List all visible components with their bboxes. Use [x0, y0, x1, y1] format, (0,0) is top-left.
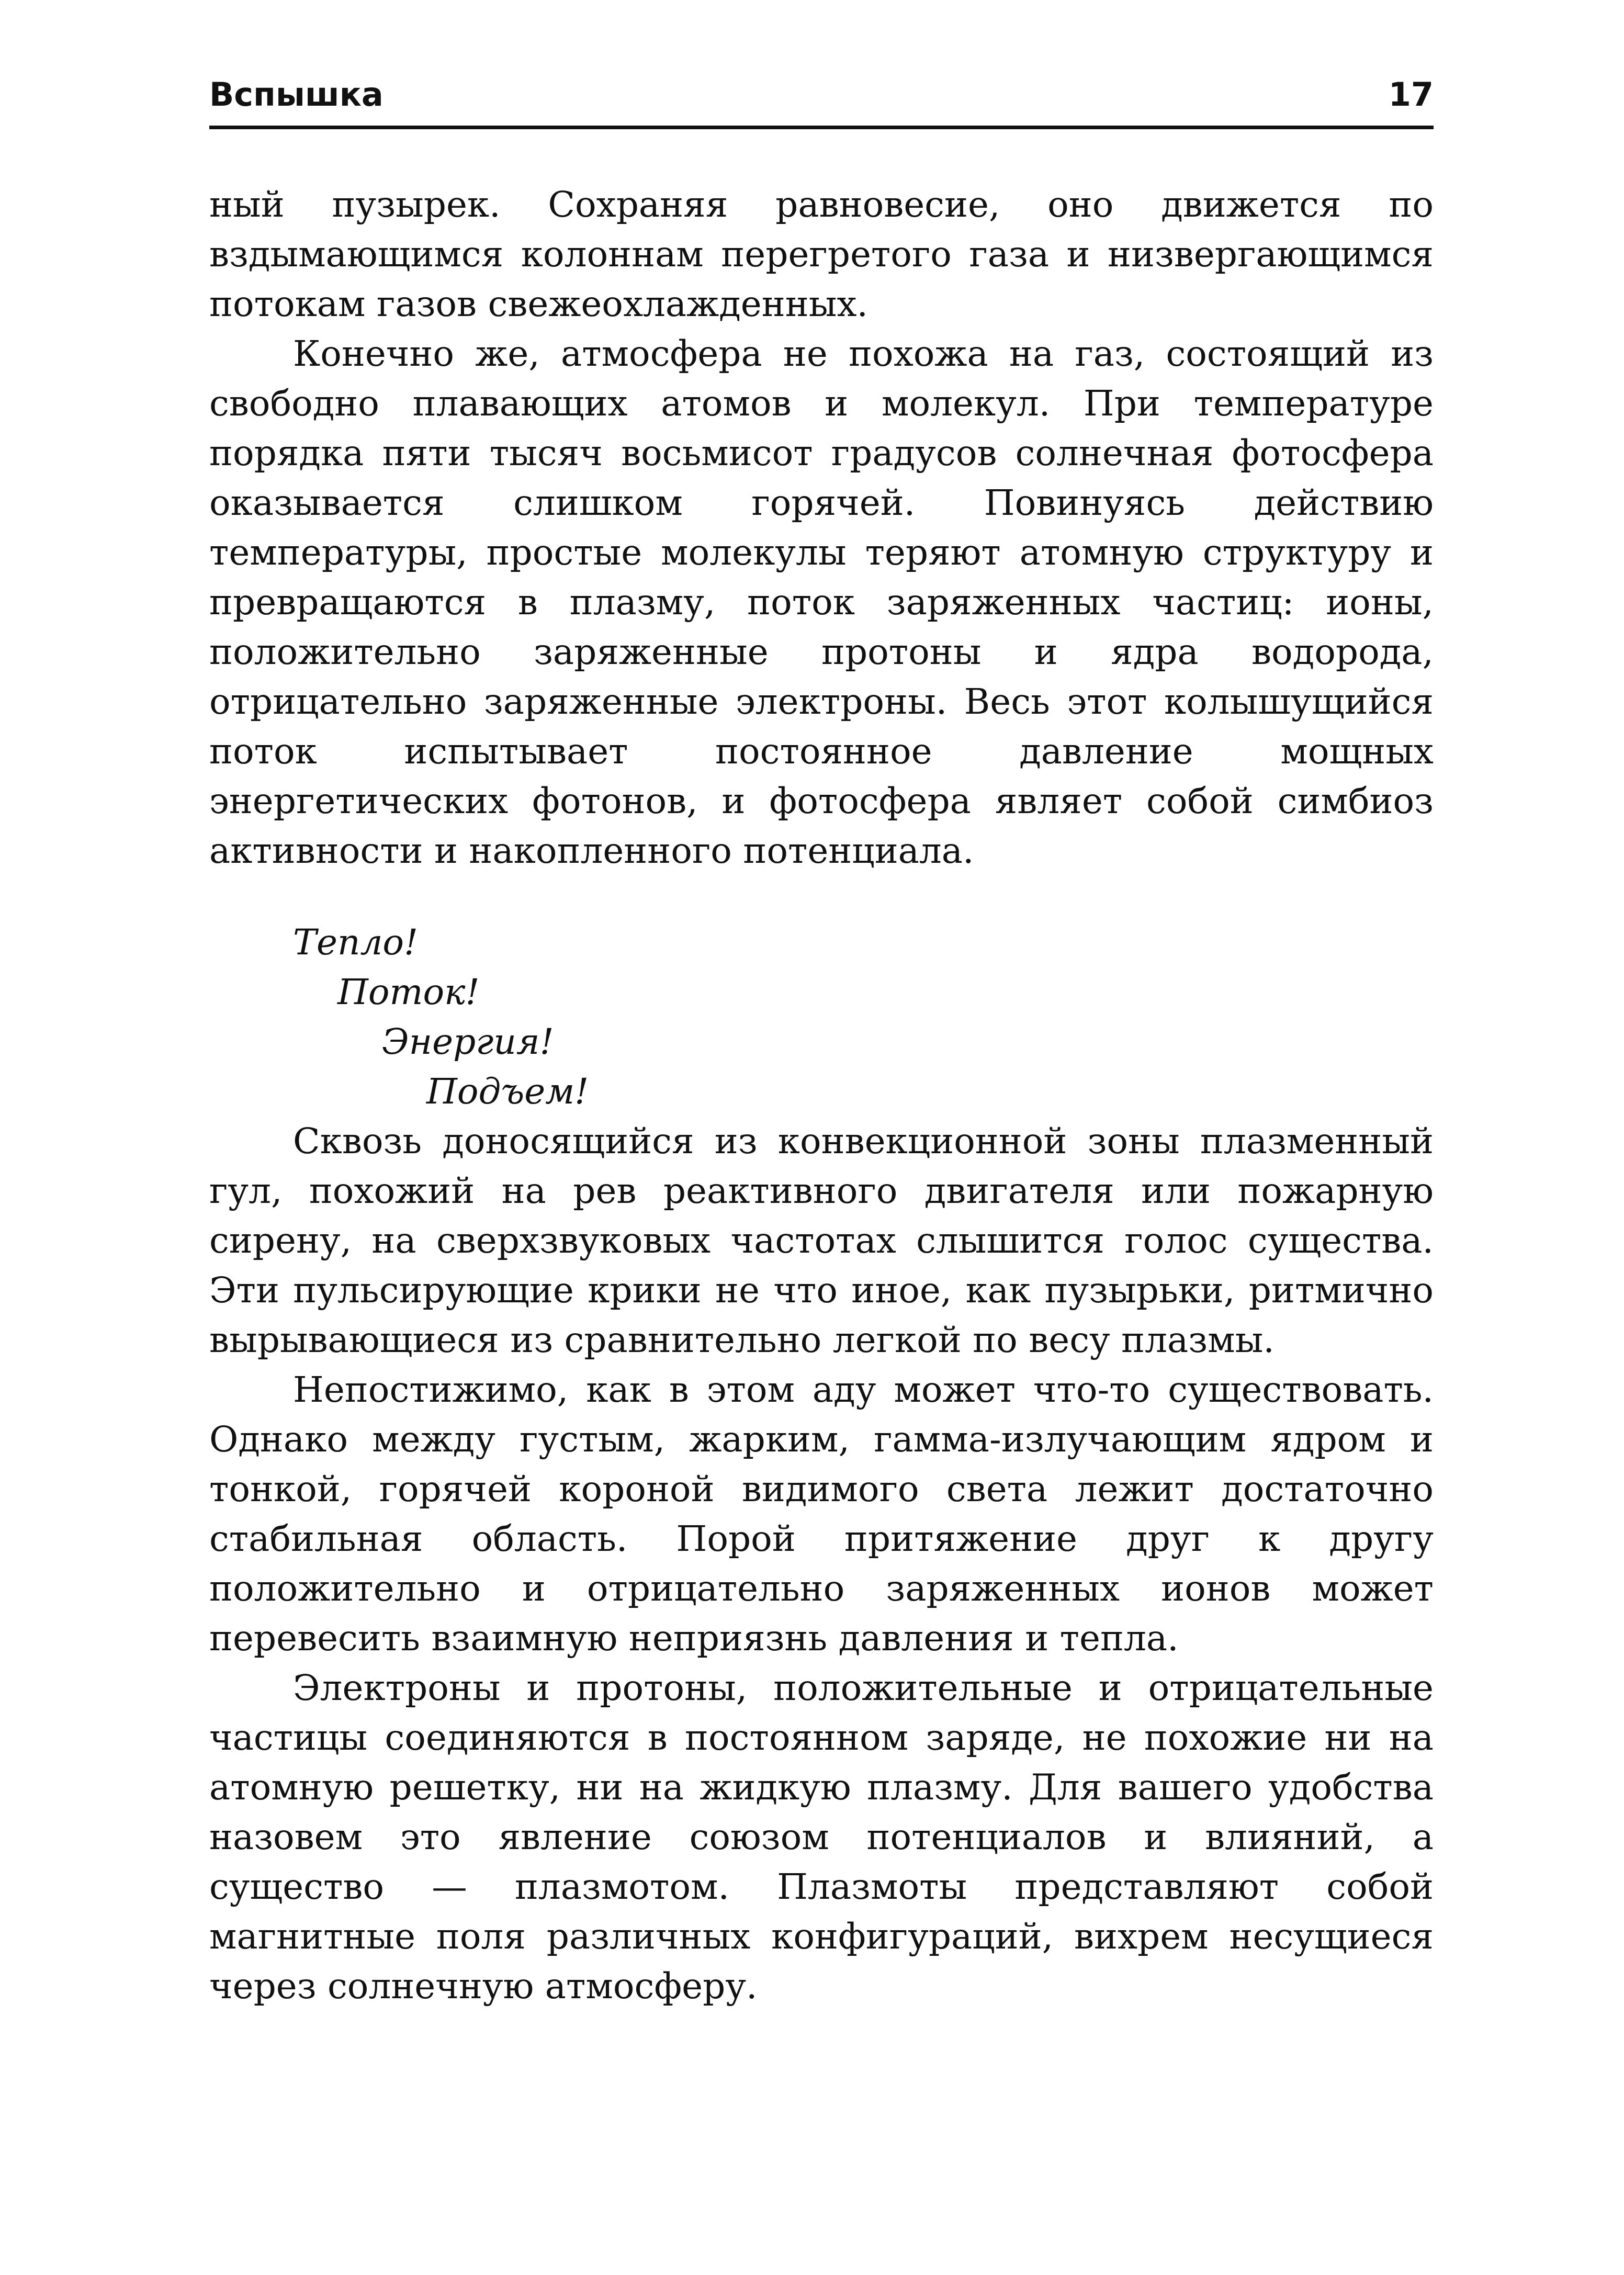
- poem-line-3: Энергия!: [382, 1021, 554, 1062]
- paragraph-1: ный пузырек. Сохраняя равновесие, оно движется по вздымающимся колоннам перегретого газа и низвергающимся потокам газов свежеохлажденных.: [209, 184, 1434, 324]
- chapter-title: Вспышка: [209, 75, 384, 114]
- poem-line-2: Поток!: [337, 971, 480, 1012]
- paragraph-3: Сквозь доносящийся из конвекционной зоны плазменный гул, похожий на рев реактивного двигателя или пожарную сирену, на сверхзвуковых частотах слышится голос существа. Эти пульсирующие крики не что иное, как пузырьки, ритмично вырывающиеся из сравнительно легкой по весу плазмы.: [209, 1120, 1434, 1360]
- header-rule: [209, 126, 1434, 129]
- body-text: [209, 179, 1434, 2011]
- paragraph-5: Электроны и протоны, положительные и отрицательные частицы соединяются в постоянном заряде, не похожие ни на атомную решетку, ни на жидкую плазму. Для вашего удобства назовем это явление союзом потенциалов и влияний, а существо — плазмотом. Плазмоты представляют собой магнитные поля различных конфигураций, вихрем несущиеся через солнечную атмосферу.: [209, 1667, 1434, 2007]
- page-number: 17: [1388, 75, 1434, 114]
- poem-block: [209, 917, 1434, 1116]
- running-header: [209, 52, 1434, 114]
- book-page: [209, 52, 1434, 2011]
- poem-line-1: Тепло!: [293, 921, 419, 963]
- paragraph-2: Конечно же, атмосфера не похожа на газ, состоящий из свободно плавающих атомов и молекул. При температуре порядка пяти тысяч восьмисот градусов солнечная фотосфера оказывается слишком горячей. Повинуясь действию температуры, простые молекулы теряют атомную структуру и превращаются в плазму, поток заряженных частиц: ионы, положительно заряженные протоны и ядра водорода, отрицательно заряженные электроны. Весь этот колышущийся поток испытывает постоянное давление мощных энергетических фотонов, и фотосфера являет собой симбиоз активности и накопленного потенциала.: [209, 333, 1434, 871]
- poem-line-4: Подъем!: [426, 1071, 589, 1112]
- paragraph-4: Непостижимо, как в этом аду может что-то существовать. Однако между густым, жарким, гамма-излучающим ядром и тонкой, горячей короной видимого света лежит достаточно стабильная область. Порой притяжение друг к другу положительно и отрицательно заряженных ионов может перевесить взаимную неприязнь давления и тепла.: [209, 1369, 1434, 1659]
